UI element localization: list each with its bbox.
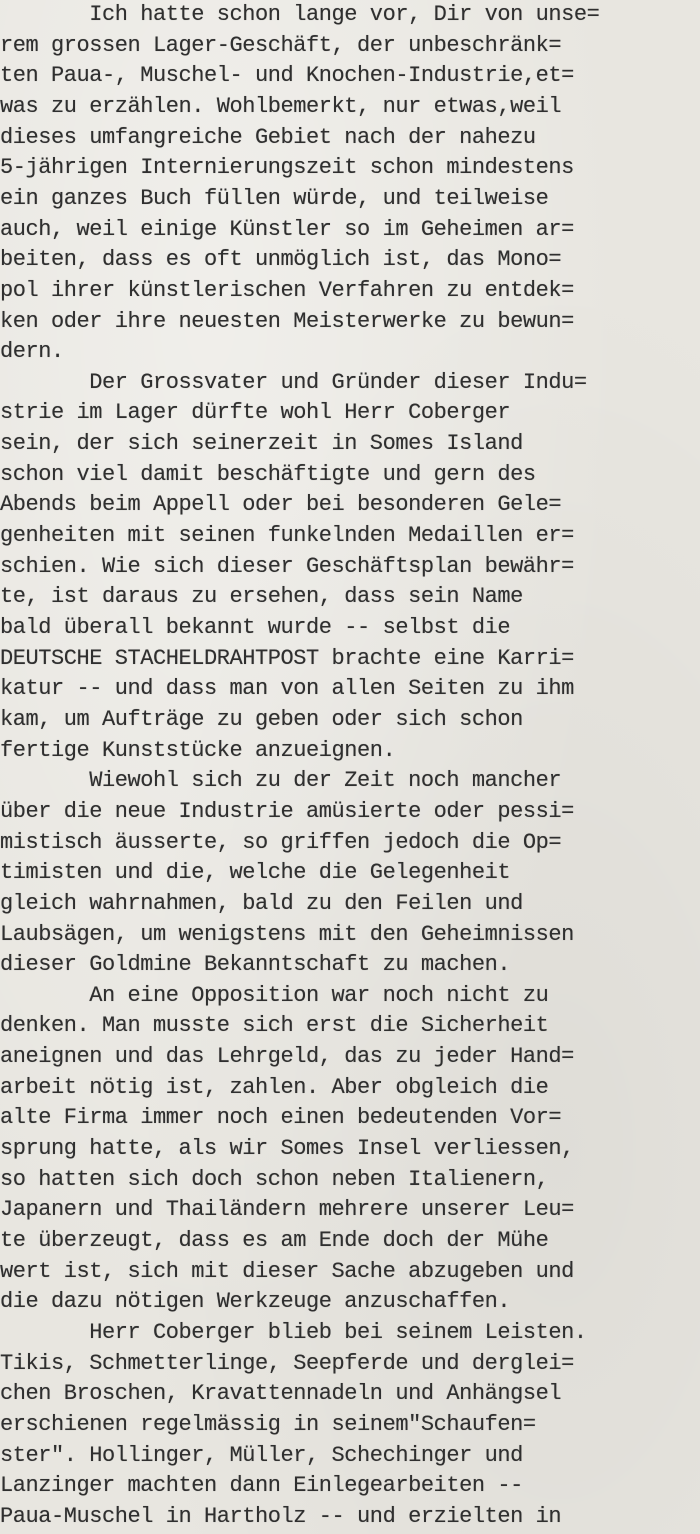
- text-line: Abends beim Appell oder bei besonderen Gele=: [0, 492, 562, 518]
- text-line: mistisch äusserte, so griffen jedoch die Op=: [0, 829, 562, 855]
- text-line: schon viel damit beschäftigte und gern des: [0, 461, 536, 487]
- text-line: beiten, dass es oft unmöglich ist, das Mono=: [0, 247, 562, 273]
- text-line: Tikis, Schmetterlinge, Seepferde und derglei=: [0, 1350, 574, 1376]
- text-line: dieses umfangreiche Gebiet nach der nahezu: [0, 124, 536, 150]
- text-line: was zu erzählen. Wohlbemerkt, nur etwas,weil: [0, 93, 562, 119]
- text-line: Laubsägen, um wenigstens mit den Geheimnissen: [0, 921, 574, 947]
- text-line: Paua-Muschel in Hartholz -- und erzielten in: [0, 1503, 562, 1529]
- text-line: Ich hatte schon lange vor, Dir von unse=: [0, 2, 600, 27]
- text-line: aneignen und das Lehrgeld, das zu jeder Hand=: [0, 1044, 574, 1070]
- text-line: Japanern und Thailändern mehrere unserer Leu=: [0, 1197, 574, 1223]
- text-line: fertige Kunststücke anzueignen.: [0, 737, 396, 763]
- text-line: chen Broschen, Kravattennadeln und Anhängsel: [0, 1381, 562, 1407]
- text-line: arbeit nötig ist, zahlen. Aber obgleich die: [0, 1074, 549, 1100]
- text-line: dieser Goldmine Bekanntschaft zu machen.: [0, 952, 511, 978]
- text-line: katur -- und dass man von allen Seiten zu ihm: [0, 676, 574, 702]
- text-line: ken oder ihre neuesten Meisterwerke zu bewun=: [0, 308, 574, 334]
- text-line: über die neue Industrie amüsierte oder pessi=: [0, 798, 574, 824]
- text-line: dern.: [0, 339, 64, 365]
- text-line: denken. Man musste sich erst die Sicherheit: [0, 1013, 549, 1039]
- text-line: schien. Wie sich dieser Geschäftsplan bewähr=: [0, 553, 574, 579]
- text-line: rem grossen Lager-Geschäft, der unbeschränk=: [0, 32, 562, 58]
- text-line: alte Firma immer noch einen bedeutenden Vor=: [0, 1105, 562, 1131]
- text-line: sprung hatte, als wir Somes Insel verliessen,: [0, 1136, 574, 1162]
- text-line: Der Grossvater und Gründer dieser Indu=: [0, 369, 587, 395]
- text-line: Herr Coberger blieb bei seinem Leisten.: [0, 1319, 587, 1345]
- text-line: die dazu nötigen Werkzeuge anzuschaffen.: [0, 1289, 511, 1315]
- text-line: bald überall bekannt wurde -- selbst die: [0, 615, 511, 640]
- text-line: gleich wahrnahmen, bald zu den Feilen und: [0, 890, 523, 916]
- text-line: pol ihrer künstlerischen Verfahren zu entdek=: [0, 277, 574, 303]
- text-line: so hatten sich doch schon neben Italienern,: [0, 1166, 549, 1192]
- text-line: 5-jährigen Internierungszeit schon mindestens: [0, 155, 574, 181]
- text-line: ten Paua-, Muschel- und Knochen-Industrie,et=: [0, 63, 574, 89]
- text-line: Lanzinger machten dann Einlegearbeiten --: [0, 1473, 523, 1499]
- text-line: An eine Opposition war noch nicht zu: [0, 982, 549, 1008]
- text-line: strie im Lager dürfte wohl Herr Coberger: [0, 400, 511, 426]
- text-line: auch, weil einige Künstler so im Geheimen ar=: [0, 216, 574, 242]
- text-line: te, ist daraus zu ersehen, dass sein Name: [0, 584, 523, 610]
- text-line: ster". Hollinger, Müller, Schechinger und: [0, 1442, 523, 1468]
- text-line: sein, der sich seinerzeit in Somes Island: [0, 431, 523, 457]
- text-line: erschienen regelmässig in seinem"Schaufen=: [0, 1411, 536, 1437]
- text-line: timisten und die, welche die Gelegenheit: [0, 860, 511, 886]
- text-line: te überzeugt, dass es am Ende doch der Mühe: [0, 1228, 549, 1253]
- text-line: wert ist, sich mit dieser Sache abzugeben und: [0, 1258, 574, 1284]
- text-line: DEUTSCHE STACHELDRAHTPOST brachte eine Karri=: [0, 645, 574, 671]
- text-line: kam, um Aufträge zu geben oder sich schon: [0, 706, 523, 732]
- text-line: Wiewohl sich zu der Zeit noch mancher: [0, 768, 562, 794]
- text-line: ein ganzes Buch füllen würde, und teilweise: [0, 185, 549, 211]
- text-line: genheiten mit seinen funkelnden Medaillen er=: [0, 523, 574, 549]
